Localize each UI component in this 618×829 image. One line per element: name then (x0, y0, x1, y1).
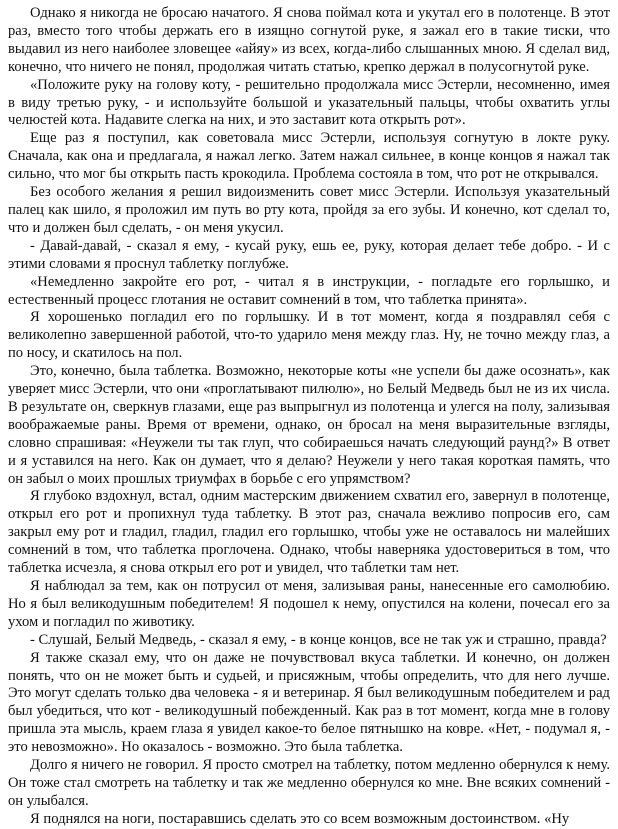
paragraph: Я хорошенько погладил его по горлышку. И в тот момент, когда я поздравлял себя с великолепно завершенной работой, что-то ударило меня между глаз. Ну, не точно между глаз, а по носу, и скатилось на пол. (8, 309, 610, 362)
paragraph: Еще раз я поступил, как советовала мисс Эстерли, используя согнутую в локте руку. Сначала, как она и предлагала, я нажал легко. Затем нажал сильнее, в конце концов я нажал так сильно, что мог бы открыть пасть крокодила. Проблема состояла в том, что рот не открывался. (8, 130, 610, 183)
paragraph: «Немедленно закройте его рот, - читал я в инструкции, - погладьте его горлышко, и естественный процесс глотания не оставит сомнений в том, что таблетка принята». (8, 273, 610, 308)
paragraph: Это, конечно, была таблетка. Возможно, некоторые коты «не успели бы даже осознать», как уверяет мисс Эстерли, что они «проглатывают пилюлю», но Белый Медведь был не из их числа. В результате он, сверкнув глазами, еще раз выпрыгнул из полотенца и улегся на полу, зализывая воображаемые раны. Время от времени, однако, он бросал на меня выразительные взгляды, словно спрашивая: «Неужели ты так глуп, что собираешься начать следующий раунд?» В ответ и я уставился на него. Как он думает, что я делаю? Неужели у него такая короткая память, что он забыл о моих прошлых триумфах в борьбе с его упрямством? (8, 363, 610, 487)
paragraph: Однако я никогда не бросаю начатого. Я снова поймал кота и укутал его в полотенце. В этот раз, вместо того чтобы держать его в изящно согнутой руке, я зажал его в такие тиски, что выдавил из него наиболее зловещее «айяу» из всех, когда-либо слышанных мною. Я сделал вид, конечно, что ничего не понял, продолжая читать статью, крепко держал в полусогнутой руке. (8, 5, 610, 75)
paragraph: Я наблюдал за тем, как он потрусил от меня, зализывая раны, нанесенные его самолюбию. Но я был великодушным победителем! Я подошел к нему, опустился на колени, почесал его за ухом и погладил по животику. (8, 578, 610, 630)
paragraph: Я также сказал ему, что он даже не почувствовал вкуса таблетки. И конечно, он должен понять, что он не может быть и судьей, и присяжным, чтобы определить, что для него лучше. Это могут сделать только два человека - я и ветеринар. Я был великодушным победителем и рад был убедиться, что кот - великодушный побежденный. Как раз в тот момент, когда мне в голову пришла эта мысль, краем глаза я увидел какое-то белое пятнышко на ковре. «Нет, - подумал я, - это невозможно». Но оказалось - возможно. Это была таблетка. (8, 649, 610, 756)
paragraph: Я глубоко вздохнул, встал, одним мастерским движением схватил его, завернул в полотенце, открыл его рот и пропихнул туда таблетку. В этот раз, сначала вежливо попросив его, сам закрыл ему рот и гладил, гладил, гладил его горлышко, чтобы уже не оставалось ни малейших сомнений в том, что таблетка проглочена. Однако, чтобы наверняка удостовериться в том, что таблетка исчезла, я снова открыл его рот и увидел, что таблетки там нет. (8, 488, 610, 577)
paragraph: - Давай-давай, - сказал я ему, - кусай руку, ешь ее, руку, которая делает тебе добро. - И с этими словами я проснул таблетку поглубже. (8, 237, 610, 272)
paragraph: - Слушай, Белый Медведь, - сказал я ему, - в конце концов, все не так уж и страшно, правда? (30, 631, 607, 648)
paragraph: Без особого желания я решил видоизменить совет мисс Эстерли. Используя указательный палец как шило, я проложил им путь во рту кота, пройдя за его зубы. И конечно, кот сделал то, что и должен был сделать, - он меня укусил. (8, 184, 610, 236)
paragraph: Долго я ничего не говорил. Я просто смотрел на таблетку, потом медленно обернулся к нему. Он тоже стал смотреть на таблетку и так же медленно обернулся ко мне. Вне всяких сомнений - он улыбался. (8, 757, 610, 809)
paragraph: Я поднялся на ноги, постаравшись сделать это со всем возможным достоинством. «Ну (30, 810, 570, 827)
paragraph: «Положите руку на голову коту, - решительно продолжала мисс Эстерли, несомненно, имея в виду третью руку, - и используйте большой и указательный пальцы, чтобы охватить углы челюстей кота. Надавите слегка на них, и это заставит кота открыть рот». (8, 76, 610, 129)
